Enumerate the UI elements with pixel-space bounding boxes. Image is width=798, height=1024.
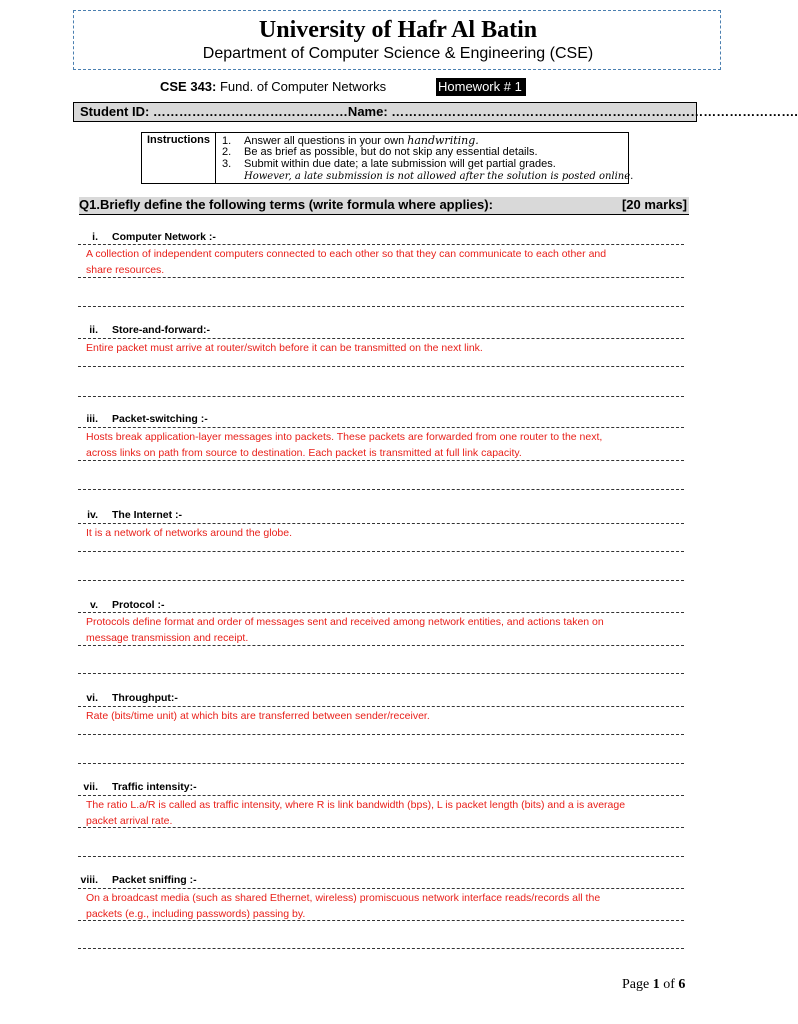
answer-text: Hosts break application-layer messages into packets. These packets are forwarded from one router to the next, across links on path from source to destination. Each packet is transmitted at full link capacity.: [86, 431, 603, 459]
course-code: CSE 343:: [160, 79, 217, 94]
instruction-item: 2. Be as brief as possible, but do not skip any essential details.: [222, 146, 538, 158]
answer-line: [78, 427, 684, 428]
homework-badge: Homework # 1: [436, 78, 526, 96]
answer-line: [78, 888, 684, 889]
answer-text: Entire packet must arrive at router/switch before it can be transmitted on the next link.: [86, 342, 483, 354]
answer-line: [78, 489, 684, 490]
answer-line: [78, 673, 684, 674]
course-name: Fund. of Computer Networks: [216, 79, 387, 94]
course-line: [160, 79, 386, 94]
department-title: Department of Computer Science & Engineering (CSE): [202, 45, 594, 62]
answer-line: [78, 396, 684, 397]
answer-text: A collection of independent computers connected to each other so that they can communicate to each other and share resources.: [86, 248, 607, 276]
answer-line: [78, 645, 684, 646]
page-number: Page 1 of 6: [622, 977, 686, 992]
question-title: Q1.Briefly define the following terms (write formula where applies):: [79, 197, 493, 212]
answer-line: [78, 734, 684, 735]
answer-line: [78, 763, 684, 764]
instruction-item: However, a late submission is not allowed after the solution is posted online.: [244, 171, 634, 182]
answer-line: [78, 580, 684, 581]
answer-line: [78, 856, 684, 857]
answer-text: Rate (bits/time unit) at which bits are transferred between sender/receiver.: [86, 710, 430, 722]
instructions-label: Instructions: [142, 133, 216, 183]
instructions-table: [141, 132, 634, 184]
question-marks: [20 marks]: [621, 197, 687, 212]
answer-line: [78, 827, 684, 828]
answer-text: It is a network of networks around the globe.: [86, 527, 293, 539]
answer-line: [78, 920, 684, 921]
student-id-name-bar: Student ID: ………………………………………Name: ………………………………………………………………………………….: [73, 102, 697, 122]
answer-text: On a broadcast media (such as shared Ethernet, wireless) promiscuous network interface reads/records all the packets (e.g., including passwords) passing by.: [86, 892, 601, 920]
answer-line: [78, 277, 684, 278]
header-box: [73, 10, 721, 70]
answer-line: [78, 460, 684, 461]
question-header: [79, 197, 689, 215]
answer-line: [78, 551, 684, 552]
answer-line: [78, 795, 684, 796]
instruction-item: 1. Answer all questions in your own handwriting.: [222, 134, 479, 147]
instruction-item: 3. Submit within due date; a late submission will get partial grades.: [222, 158, 556, 170]
answer-line: [78, 612, 684, 613]
answer-line: [78, 306, 684, 307]
answer-line: [78, 948, 684, 949]
answer-line: [78, 706, 684, 707]
answer-line: [78, 366, 684, 367]
university-title: University of Hafr Al Batin: [258, 17, 538, 43]
answer-line: [78, 523, 684, 524]
answer-text: Protocols define format and order of messages sent and received among network entities, and actions taken on message transmission and receipt.: [86, 616, 604, 644]
answer-line: [78, 244, 684, 245]
answer-text: The ratio L.a/R is called as traffic intensity, where R is link bandwidth (bps), L is packet length (bits) and a is average packet arrival rate.: [86, 799, 626, 827]
answer-line: [78, 338, 684, 339]
